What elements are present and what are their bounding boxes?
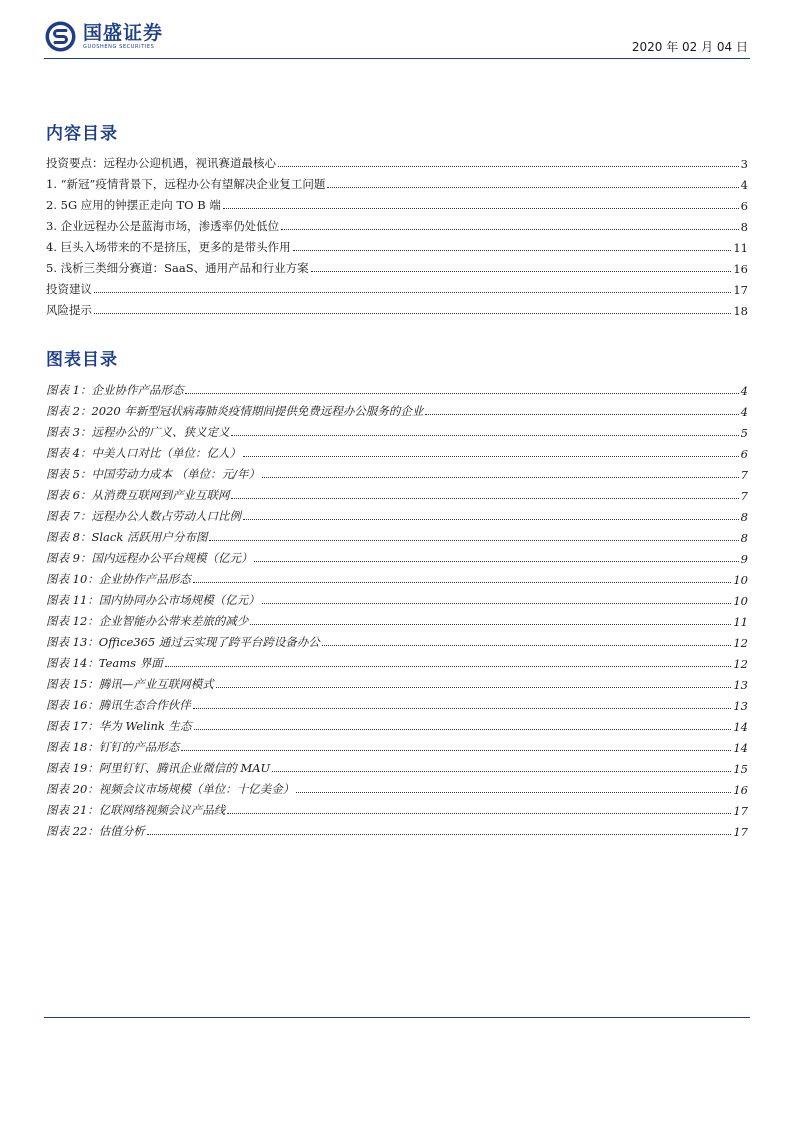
page-header <box>44 20 750 60</box>
report-date: 2020 年 02 月 04 日 <box>631 40 748 54</box>
figure-entry-label: 图表 21：亿联网络视频会议产品线 <box>46 803 226 817</box>
figure-entry-label: 图表 12：企业智能办公带来差旅的减少 <box>46 614 249 628</box>
toc-entry-label: 投资要点：远程办公迎机遇，视讯赛道最核心 <box>46 156 276 170</box>
figure-entry-page: 9 <box>740 552 748 566</box>
figure-entry[interactable] <box>46 776 748 797</box>
toc-entry[interactable] <box>46 213 748 234</box>
leader-dots <box>278 166 739 167</box>
figure-entry-label: 图表 20：视频会议市场规模（单位：十亿美金） <box>46 782 295 796</box>
figure-entry-page: 15 <box>733 762 748 776</box>
logo-chinese-name: 国盛证券 <box>83 22 164 44</box>
toc-entry-page: 18 <box>733 304 748 318</box>
header-divider <box>44 58 750 59</box>
footer-divider <box>44 1017 750 1018</box>
leader-dots <box>281 229 739 230</box>
figure-entry-label: 图表 14：Teams 界面 <box>46 656 163 670</box>
leader-dots <box>209 540 738 541</box>
toc-entry-label: 5. 浅析三类细分赛道：SaaS、通用产品和行业方案 <box>46 261 309 275</box>
figure-entry-page: 10 <box>733 594 748 608</box>
figure-entry[interactable] <box>46 797 748 818</box>
figure-entry-label: 图表 15：腾讯—产业互联网模式 <box>46 677 214 691</box>
toc-entry[interactable] <box>46 171 748 192</box>
leader-dots <box>193 708 732 709</box>
figure-entry-label: 图表 8：Slack 活跃用户分布图 <box>46 530 208 544</box>
figure-entry[interactable] <box>46 482 748 503</box>
toc-entry-page: 11 <box>733 241 748 255</box>
leader-dots <box>194 729 732 730</box>
figure-entry[interactable] <box>46 440 748 461</box>
toc-entry-page: 8 <box>740 220 748 234</box>
leader-dots <box>223 208 739 209</box>
leader-dots <box>296 792 731 793</box>
figure-entry-page: 17 <box>733 804 748 818</box>
leader-dots <box>254 561 738 562</box>
figure-entry[interactable] <box>46 503 748 524</box>
leader-dots <box>94 292 731 293</box>
figure-entry[interactable] <box>46 713 748 734</box>
leader-dots <box>193 582 732 583</box>
figure-entry-page: 14 <box>733 741 748 755</box>
figure-entry-page: 8 <box>740 510 748 524</box>
toc-entry-label: 2. 5G 应用的钟摆正走向 TO B 端 <box>46 198 221 212</box>
figure-entry-page: 8 <box>740 531 748 545</box>
figure-entry-label: 图表 22：估值分析 <box>46 824 145 838</box>
figure-entry-page: 6 <box>740 447 748 461</box>
leader-dots <box>243 519 739 520</box>
figure-entry-page: 17 <box>733 825 748 839</box>
logo-english-name: GUOSHENG SECURITIES <box>83 44 155 50</box>
toc-entry-label: 投资建议 <box>46 282 92 296</box>
figure-entry[interactable] <box>46 629 748 650</box>
toc-entry[interactable] <box>46 255 748 276</box>
figure-entry-label: 图表 17：华为 Welink 生态 <box>46 719 192 733</box>
figure-entry-label: 图表 16：腾讯生态合作伙伴 <box>46 698 191 712</box>
figures-title: 图表目录 <box>46 350 118 370</box>
figure-entry-page: 7 <box>740 489 748 503</box>
figure-entry[interactable] <box>46 818 748 839</box>
contents-list <box>46 150 748 318</box>
figure-entry-label: 图表 9：国内远程办公平台规模（亿元） <box>46 551 253 565</box>
leader-dots <box>293 250 732 251</box>
figure-entry-label: 图表 19：阿里钉钉、腾讯企业微信的 MAU <box>46 761 271 775</box>
leader-dots <box>272 771 731 772</box>
figure-entry-label: 图表 3：远程办公的广义、狭义定义 <box>46 425 230 439</box>
leader-dots <box>322 645 731 646</box>
toc-entry-page: 16 <box>733 262 748 276</box>
leader-dots <box>425 414 738 415</box>
toc-entry-label: 1. “新冠”疫情背景下，远程办公有望解决企业复工问题 <box>46 177 326 191</box>
leader-dots <box>327 187 738 188</box>
toc-entry-page: 17 <box>733 283 748 297</box>
figure-entry-page: 4 <box>740 384 748 398</box>
figure-entry-label: 图表 11：国内协同办公市场规模（亿元） <box>46 593 260 607</box>
figure-entry[interactable] <box>46 566 748 587</box>
figures-list <box>46 377 748 839</box>
leader-dots <box>216 687 732 688</box>
toc-entry[interactable] <box>46 234 748 255</box>
figure-entry[interactable] <box>46 650 748 671</box>
figure-entry[interactable] <box>46 671 748 692</box>
toc-entry[interactable] <box>46 297 748 318</box>
leader-dots <box>243 456 739 457</box>
leader-dots <box>147 834 732 835</box>
figure-entry-page: 7 <box>740 468 748 482</box>
figure-entry-page: 14 <box>733 720 748 734</box>
figure-entry[interactable] <box>46 545 748 566</box>
figure-entry-page: 11 <box>733 615 748 629</box>
figure-entry[interactable] <box>46 587 748 608</box>
figure-entry-page: 16 <box>733 783 748 797</box>
leader-dots <box>231 435 738 436</box>
toc-entry[interactable] <box>46 276 748 297</box>
figure-entry-page: 10 <box>733 573 748 587</box>
toc-entry-page: 4 <box>740 178 748 192</box>
figure-entry[interactable] <box>46 692 748 713</box>
leader-dots <box>181 750 731 751</box>
figure-entry-label: 图表 18：钉钉的产品形态 <box>46 740 180 754</box>
leader-dots <box>231 498 738 499</box>
figure-entry[interactable] <box>46 461 748 482</box>
figure-entry-page: 12 <box>733 636 748 650</box>
figure-entry-label: 图表 7：远程办公人数占劳动人口比例 <box>46 509 241 523</box>
figure-entry-page: 13 <box>733 699 748 713</box>
leader-dots <box>94 313 731 314</box>
leader-dots <box>165 666 732 667</box>
figure-entry[interactable] <box>46 755 748 776</box>
leader-dots <box>185 393 738 394</box>
toc-entry[interactable] <box>46 150 748 171</box>
figure-entry-label: 图表 6：从消费互联网到产业互联网 <box>46 488 230 502</box>
figure-entry-page: 13 <box>733 678 748 692</box>
leader-dots <box>250 624 731 625</box>
toc-entry-page: 6 <box>740 199 748 213</box>
figure-entry-label: 图表 1：企业协作产品形态 <box>46 383 184 397</box>
leader-dots <box>227 813 731 814</box>
figure-entry-page: 4 <box>740 405 748 419</box>
figure-entry-label: 图表 4：中美人口对比（单位：亿人） <box>46 446 241 460</box>
figure-entry-label: 图表 2：2020 年新型冠状病毒肺炎疫情期间提供免费远程办公服务的企业 <box>46 404 424 418</box>
guosheng-logo-icon <box>44 20 77 53</box>
leader-dots <box>262 603 732 604</box>
figure-entry[interactable] <box>46 608 748 629</box>
figure-entry[interactable] <box>46 398 748 419</box>
figure-entry-label: 图表 5：中国劳动力成本 （单位：元/年） <box>46 467 261 481</box>
figure-entry-page: 12 <box>733 657 748 671</box>
toc-entry-label: 3. 企业远程办公是蓝海市场，渗透率仍处低位 <box>46 219 280 233</box>
figure-entry[interactable] <box>46 524 748 545</box>
toc-entry[interactable] <box>46 192 748 213</box>
figure-entry[interactable] <box>46 734 748 755</box>
company-logo <box>44 20 163 53</box>
figure-entry-label: 图表 10：企业协作产品形态 <box>46 572 191 586</box>
figure-entry-page: 5 <box>740 426 748 440</box>
figure-entry[interactable] <box>46 377 748 398</box>
figure-entry-label: 图表 13：Office365 通过云实现了跨平台跨设备办公 <box>46 635 320 649</box>
leader-dots <box>311 271 732 272</box>
toc-entry-label: 4. 巨头入场带来的不是挤压，更多的是带头作用 <box>46 240 291 254</box>
figure-entry[interactable] <box>46 419 748 440</box>
leader-dots <box>262 477 739 478</box>
toc-entry-page: 3 <box>740 157 748 171</box>
toc-entry-label: 风险提示 <box>46 303 92 317</box>
contents-title: 内容目录 <box>46 124 118 144</box>
